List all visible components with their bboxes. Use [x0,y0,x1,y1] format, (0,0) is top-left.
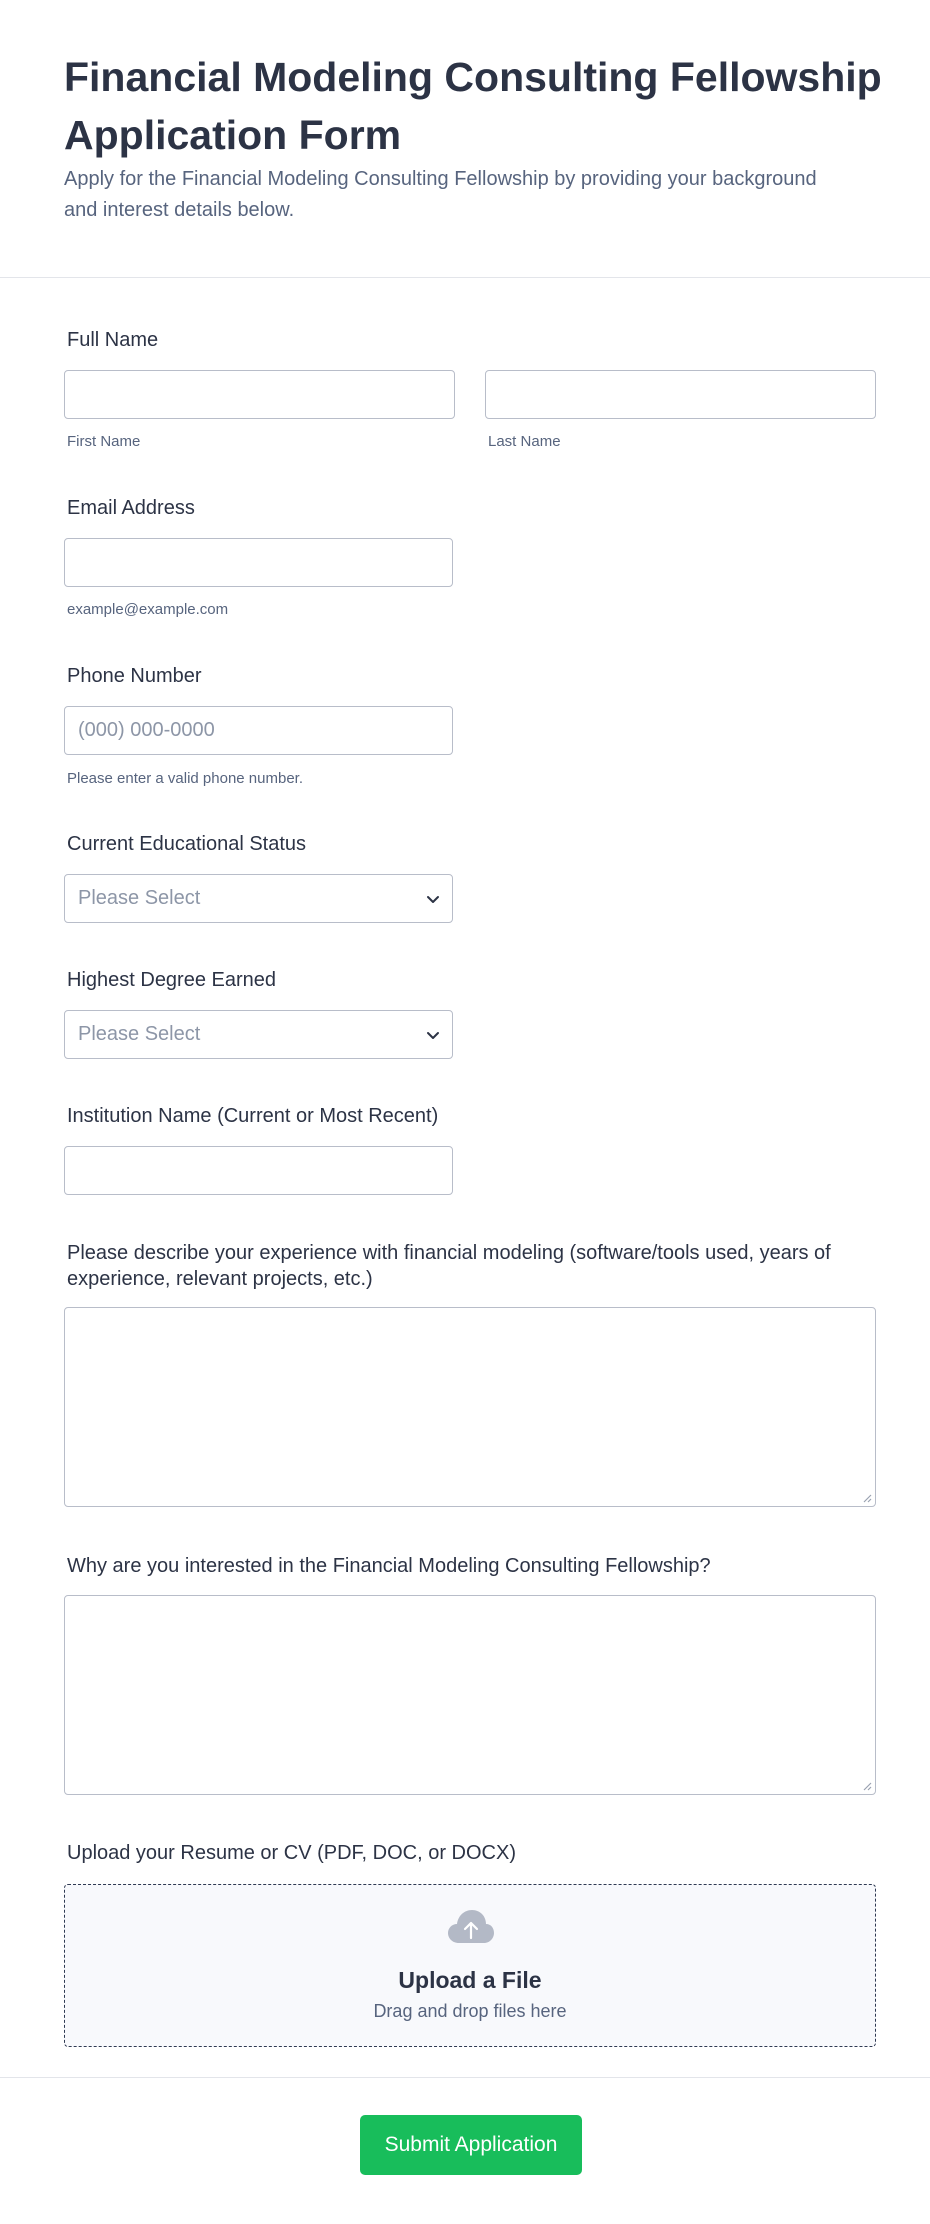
phone-sublabel: Please enter a valid phone number. [67,770,303,787]
institution-label: Institution Name (Current or Most Recent) [67,1105,439,1127]
phone-input[interactable] [64,706,453,755]
submit-button[interactable]: Submit Application [360,2115,582,2175]
resize-grip-icon[interactable] [862,1781,872,1791]
first-name-sublabel: First Name [67,433,141,450]
last-name-sublabel: Last Name [488,433,561,450]
first-name-input[interactable] [64,370,455,419]
email-sublabel: example@example.com [67,601,229,618]
full-name-label: Full Name [67,329,159,351]
form-subtitle: Apply for the Financial Modeling Consulting Fellowship by providing your background and interest details below. [64,168,817,221]
experience-label: Please describe your experience with financial modeling (software/tools used, years of experience, relevant projects, etc.) [67,1242,831,1290]
resize-grip-icon[interactable] [862,1493,872,1503]
form-header [0,0,930,278]
highest-degree-select[interactable] [64,1010,453,1059]
footer-divider [0,2077,930,2078]
highest-degree-label: Highest Degree Earned [67,969,277,991]
upload-title: Upload a File [398,1967,542,1993]
email-input[interactable] [64,538,453,587]
education-status-value: Please Select [78,887,201,909]
education-status-select[interactable] [64,874,453,923]
last-name-input[interactable] [485,370,876,419]
education-status-label: Current Educational Status [67,833,307,855]
resume-upload-dropzone[interactable] [64,1884,876,2047]
institution-input[interactable] [64,1146,453,1195]
highest-degree-value: Please Select [78,1023,201,1045]
cloud-upload-icon [447,1909,495,1945]
chevron-down-icon [426,892,440,906]
interest-textarea[interactable] [64,1595,876,1795]
email-label: Email Address [67,497,195,519]
form-title: Financial Modeling Consulting Fellowship Application Form [64,54,882,158]
experience-textarea[interactable] [64,1307,876,1507]
interest-label: Why are you interested in the Financial Modeling Consulting Fellowship? [67,1555,711,1577]
chevron-down-icon [426,1028,440,1042]
phone-label: Phone Number [67,665,202,687]
upload-hint: Drag and drop files here [373,2001,567,2021]
resume-label: Upload your Resume or CV (PDF, DOC, or DOCX) [67,1842,517,1864]
